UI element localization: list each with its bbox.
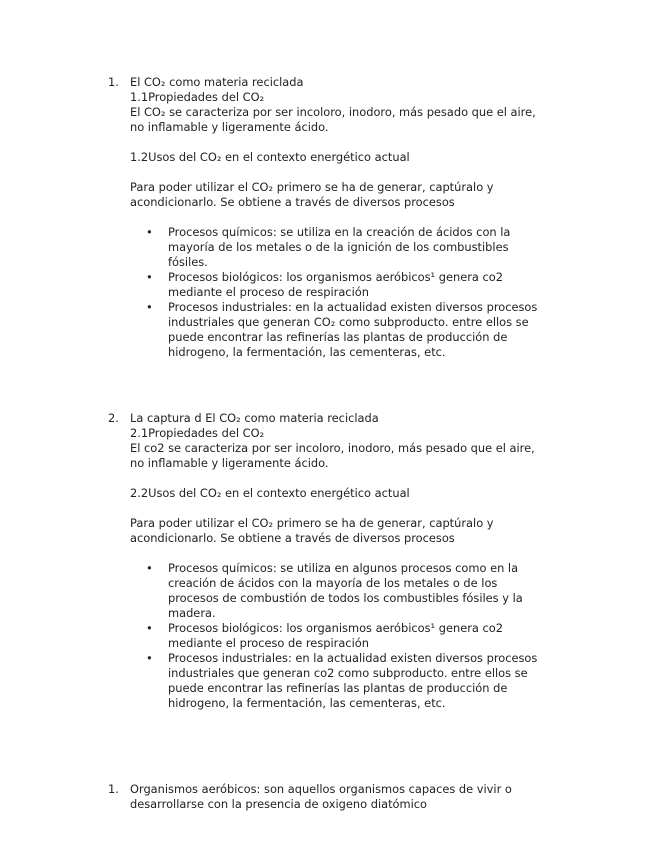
section-1-bullet-industrial <box>130 300 558 360</box>
bullet-line: Procesos químicos: se utiliza en algunos procesos como en la <box>168 561 519 575</box>
section-2-number: 2. <box>108 411 119 425</box>
bullet-line: madera. <box>168 606 216 620</box>
section-2-subtitle-properties: 2.1Propiedades del CO₂ <box>130 426 265 440</box>
bullet-icon: • <box>146 225 153 239</box>
bullet-line: creación de ácidos con la mayoría de los metales o de los <box>168 576 498 590</box>
section-2-properties-line-2: no inflamable y ligeramente ácido. <box>130 456 329 470</box>
section-2-body <box>130 411 560 711</box>
section-2-subtitle-uses: 2.2Usos del CO₂ en el contexto energético actual <box>130 486 410 500</box>
section-1-properties-line-1: El CO₂ se caracteriza por ser incoloro, inodoro, más pesado que el aire, <box>130 105 536 119</box>
section-1-bullet-chemical <box>130 225 558 270</box>
section-2-properties-line-1: El co2 se caracteriza por ser incoloro, inodoro, más pesado que el aire, <box>130 441 535 455</box>
section-1-subtitle-uses: 1.2Usos del CO₂ en el contexto energético actual <box>130 150 410 164</box>
bullet-icon: • <box>146 270 153 284</box>
section-1-bullet-list <box>130 225 560 360</box>
section-1-bullet-biological <box>130 270 558 300</box>
bullet-line: industriales que generan CO₂ como subproducto. entre ellos se <box>168 315 529 329</box>
footnote-number: 1. <box>108 782 119 796</box>
bullet-line: procesos de combustión de todos los combustibles fósiles y la <box>168 591 523 605</box>
section-2-bullet-biological <box>130 621 558 651</box>
bullet-line: Procesos industriales: en la actualidad existen diversos procesos <box>168 651 538 665</box>
section-2-intro-line-1: Para poder utilizar el CO₂ primero se ha de generar, captúralo y <box>130 516 494 530</box>
bullet-icon: • <box>146 300 153 314</box>
bullet-line: mayoría de los metales o de la ignición de los combustibles <box>168 240 509 254</box>
bullet-line: Procesos biológicos: los organismos aeróbicos¹ genera co2 <box>168 270 503 284</box>
bullet-line: hidrogeno, la fermentación, las cementeras, etc. <box>168 345 446 359</box>
bullet-line: fósiles. <box>168 255 208 269</box>
section-2-intro-line-2: acondicionarlo. Se obtiene a través de diversos procesos <box>130 531 455 545</box>
section-1-intro-line-2: acondicionarlo. Se obtiene a través de diversos procesos <box>130 195 455 209</box>
section-1-title: El CO₂ como materia reciclada <box>130 75 304 89</box>
bullet-line: puede encontrar las refinerías las plantas de producción de <box>168 330 508 344</box>
bullet-line: hidrogeno, la fermentación, las cementeras, etc. <box>168 696 446 710</box>
section-1-number: 1. <box>108 75 119 89</box>
section-1-body <box>130 75 560 360</box>
section-2-bullet-industrial <box>130 651 558 711</box>
section-1-subtitle-properties: 1.1Propiedades del CO₂ <box>130 90 265 104</box>
bullet-icon: • <box>146 621 153 635</box>
footnote-line-2: desarrollarse con la presencia de oxigeno diatómico <box>130 797 428 811</box>
section-1-intro-line-1: Para poder utilizar el CO₂ primero se ha de generar, captúralo y <box>130 180 494 194</box>
bullet-line: Procesos químicos: se utiliza en la creación de ácidos con la <box>168 225 511 239</box>
bullet-line: Procesos biológicos: los organismos aeróbicos¹ genera co2 <box>168 621 503 635</box>
section-2-bullet-chemical <box>130 561 558 621</box>
bullet-line: Procesos industriales: en la actualidad existen diversos procesos <box>168 300 538 314</box>
bullet-icon: • <box>146 561 153 575</box>
footnote-body <box>130 782 560 812</box>
section-2-title: La captura d El CO₂ como materia reciclada <box>130 411 379 425</box>
bullet-line: puede encontrar las refinerías las plantas de producción de <box>168 681 508 695</box>
bullet-line: mediante el proceso de respiración <box>168 285 369 299</box>
footnote-line-1: Organismos aeróbicos: son aquellos organismos capaces de vivir o <box>130 782 512 796</box>
section-1-properties-line-2: no inflamable y ligeramente ácido. <box>130 120 329 134</box>
bullet-icon: • <box>146 651 153 665</box>
section-2-bullet-list <box>130 561 560 711</box>
bullet-line: mediante el proceso de respiración <box>168 636 369 650</box>
bullet-line: industriales que generan co2 como subproducto. entre ellos se <box>168 666 528 680</box>
